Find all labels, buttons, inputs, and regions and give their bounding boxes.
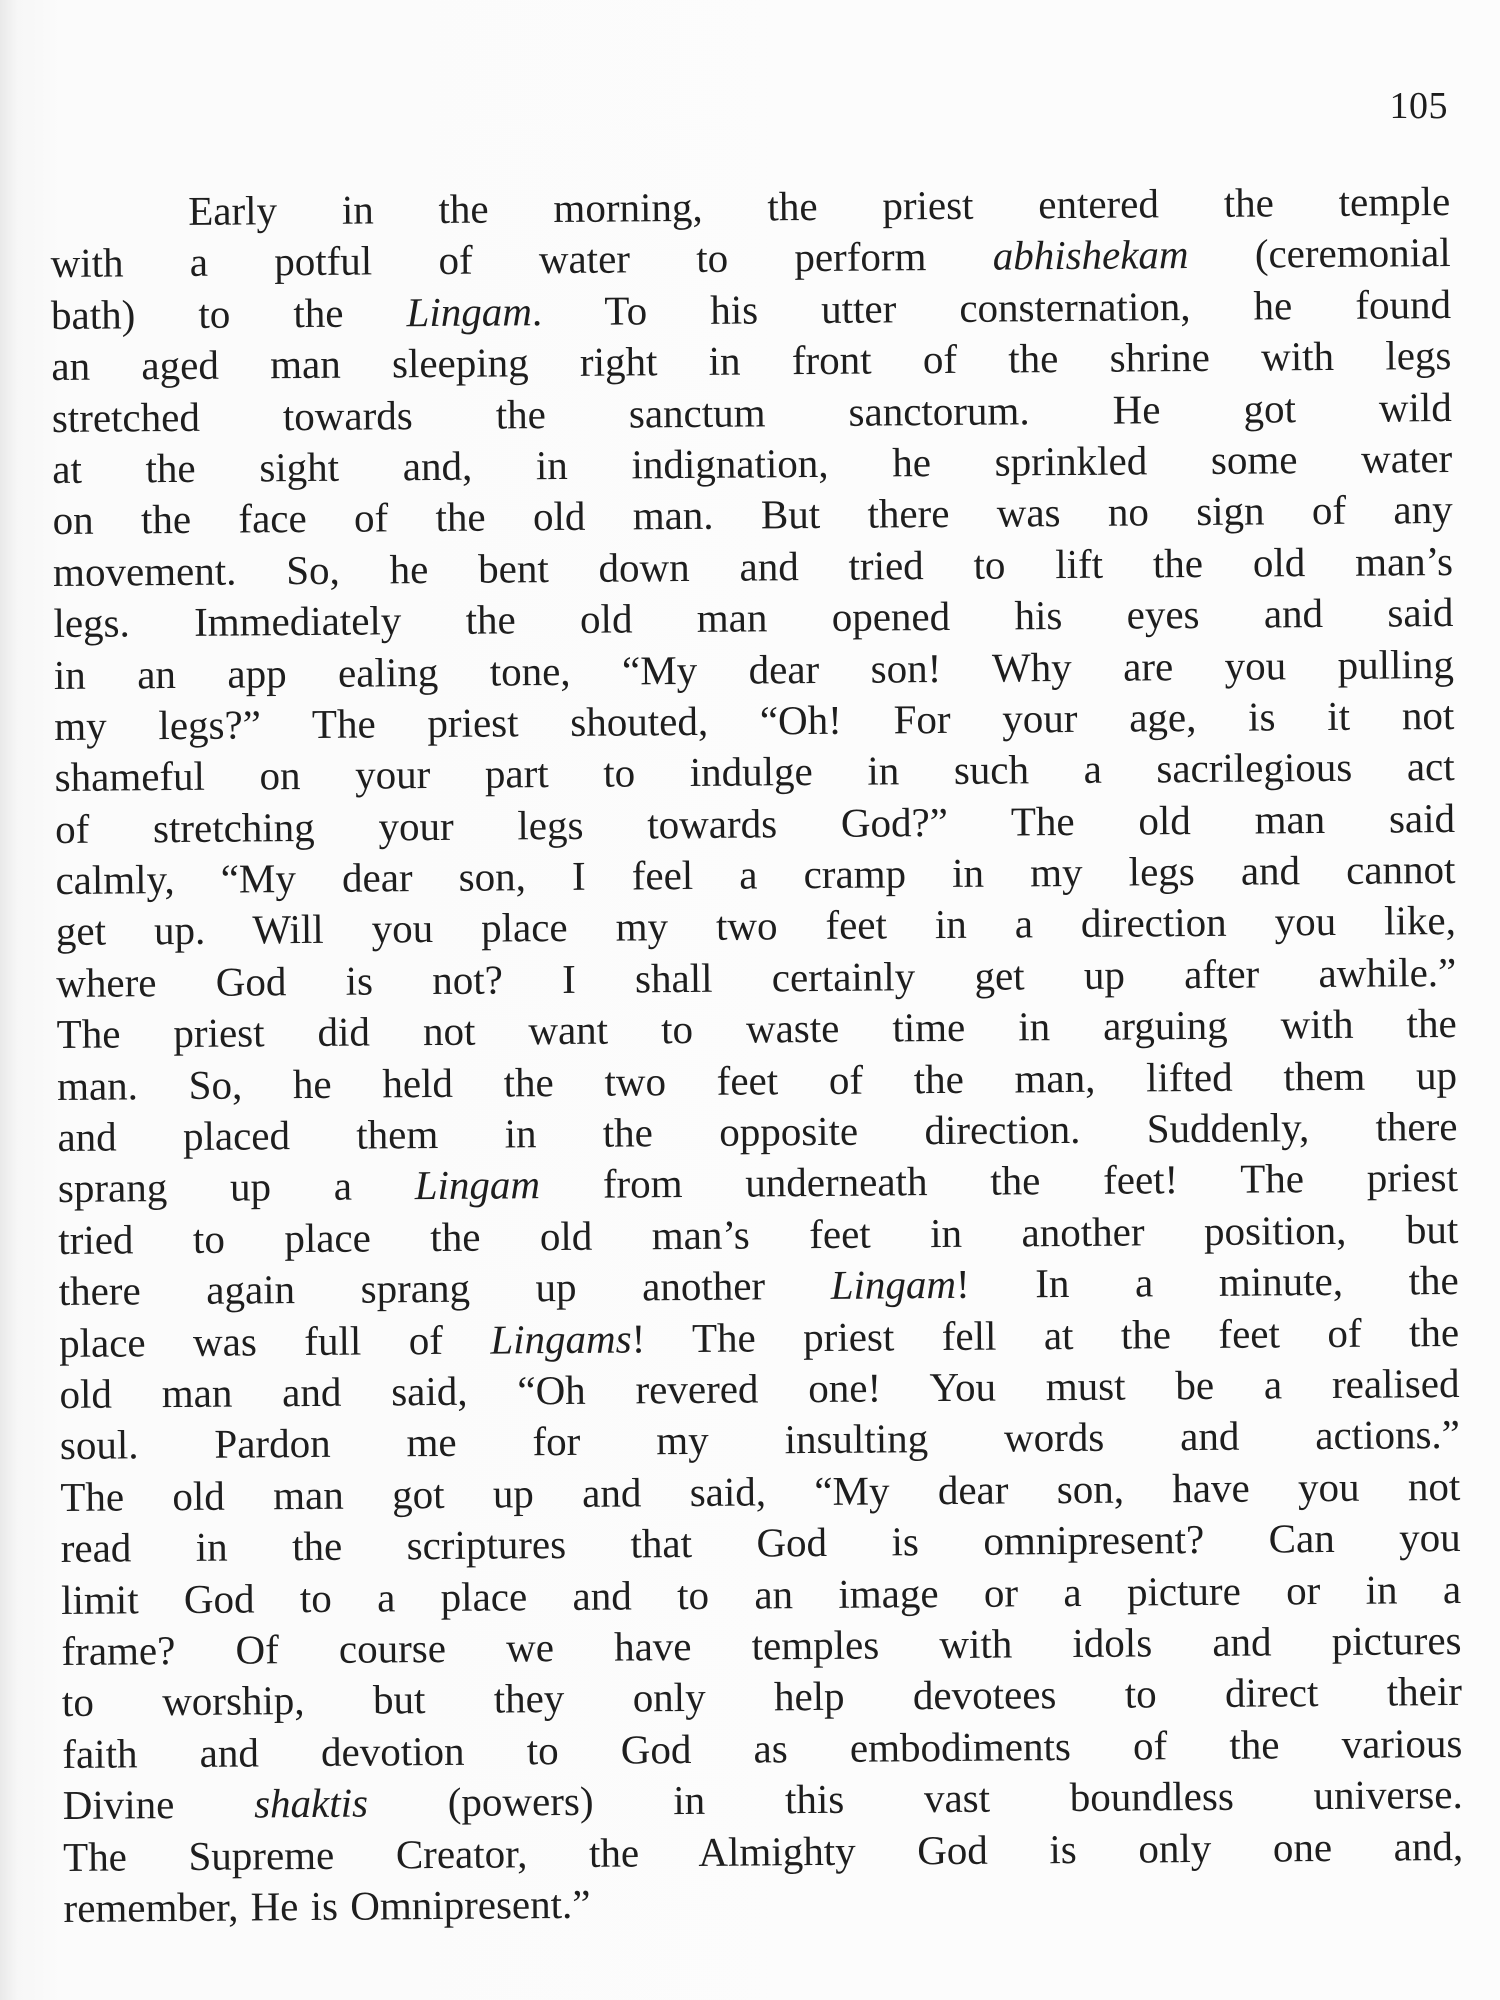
text-segment: old man and said, “Oh revered one! You must be a realised [59,1359,1460,1417]
text-segment: movement. So, he bent down and tried to lift the old man’s [52,537,1454,595]
text-segment: shameful on your part to indulge in such a sacrilegious act [54,743,1455,801]
italic-term: Lingams [490,1315,632,1363]
text-segment: The priest did not want to waste time in arguing with the [56,1000,1457,1058]
text-segment: (ceremonial [1188,229,1451,278]
italic-term: shaktis [253,1779,369,1827]
text-segment: (powers) in this vast boundless universe. [367,1771,1463,1826]
text-segment: man. So, he held the two feet of the man, lifted them up [56,1051,1458,1109]
text-segment: read in the scriptures that God is omnipresent? Can you [60,1514,1461,1572]
body-text [50,176,1464,1934]
text-segment: an aged man sleeping right in front of the shrine with legs [51,332,1452,390]
text-segment: . To his utter consternation, he found [531,280,1452,334]
text-line [63,1872,1463,1934]
text-segment: bath) to the [50,288,407,338]
text-segment: legs. Immediately the old man opened his eyes and said [53,589,1454,647]
text-segment: my legs?” The priest shouted, “Oh! For your age, is it not [54,691,1455,749]
text-segment: at the sight and, in indignation, he sprinkled some water [52,434,1453,492]
text-segment: sprang up a [57,1162,415,1212]
italic-term: abhishekam [992,231,1189,279]
text-segment: and placed them in the opposite direction. Suddenly, there [57,1103,1458,1160]
text-segment: stretched towards the sanctum sanctorum. He got wild [51,383,1452,441]
text-segment: place was full of [58,1316,491,1366]
text-segment: where God is not? I shall certainly get up after awhile.” [56,948,1457,1006]
italic-term: Lingam [414,1161,541,1209]
page-number: 105 [1389,85,1448,127]
text-segment: The Supreme Creator, the Almighty God is only one and, [62,1822,1464,1880]
text-segment: limit God to a place and to an image or a picture or in a [60,1565,1462,1623]
text-segment: ! In a minute, the [955,1257,1459,1308]
text-segment: tried to place the old man’s feet in another position, but [58,1205,1459,1263]
text-segment: of stretching your legs towards God?” The old man said [54,794,1456,852]
text-segment: to worship, but they only help devotees to direct their [61,1668,1463,1726]
text-segment: Divine [62,1780,255,1829]
text-segment: from underneath the feet! The priest [539,1154,1459,1208]
italic-term: Lingam [830,1261,957,1309]
text-segment: get up. Will you place my two feet in a direction you like, [55,897,1457,955]
text-segment: with a potful of water to perform [50,232,993,287]
text-segment: Early in the morning, the priest entered the temple [188,177,1451,234]
text-segment: soul. Pardon me for my insulting words and actions.” [59,1411,1461,1469]
text-line [63,1820,1463,1882]
italic-term: Lingam [406,287,533,335]
text-segment: calmly, “My dear son, I feel a cramp in my legs and cannot [55,846,1456,904]
text-segment: The old man got up and said, “My dear son, have you not [60,1462,1461,1520]
text-segment: in an app ealing tone, “My dear son! Why are you pulling [53,640,1455,698]
text-segment: on the face of the old man. But there was no sign of any [52,486,1453,544]
text-segment: ! The priest fell at the feet of the [631,1308,1460,1362]
text-segment: faith and devotion to God as embodiments of the various [62,1719,1463,1777]
text-segment: remember, He is Omnipresent.” [63,1880,591,1931]
text-segment: frame? Of course we have temples with idols and pictures [61,1616,1462,1674]
text-segment: there again sprang up another [58,1262,831,1315]
